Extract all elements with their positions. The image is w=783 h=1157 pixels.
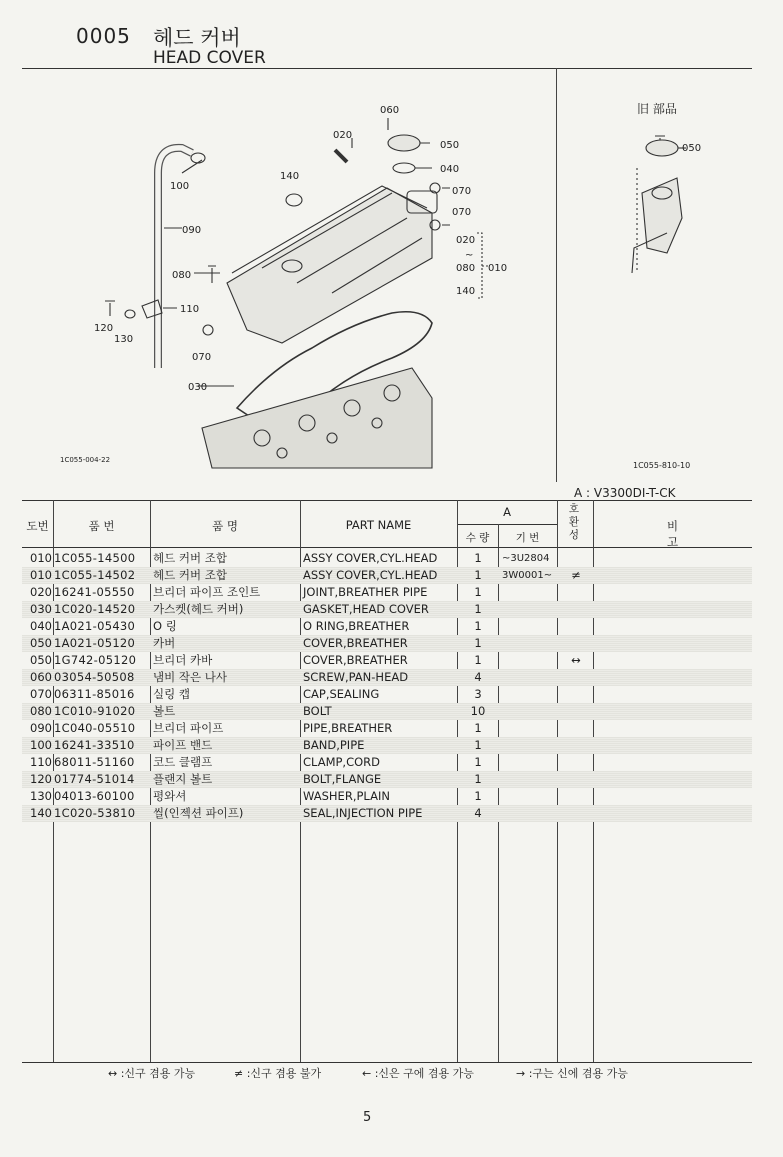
table-row: 130 04013-60100 평와셔 WASHER,PLAIN 1: [30, 789, 482, 803]
header-code: 0005: [76, 24, 131, 48]
legend-incompatible: ≠ :신구 겸용 불가: [234, 1067, 322, 1080]
th-base: 기 번: [515, 532, 540, 544]
th-name-kr: 품 명: [212, 519, 238, 533]
legend-old-to-new: → :구는 신에 겸용 가능: [516, 1067, 628, 1080]
table-row: 090 1C040-05510 브리더 파이프 PIPE,BREATHER 1: [30, 721, 482, 735]
callout-010: 010: [488, 263, 508, 274]
diagram-caption-left: 1C055-004-22: [60, 456, 111, 464]
th-group: A: [503, 505, 511, 519]
exploded-diagram: [22, 68, 752, 482]
table-row: 070 06311-85016 실링 캡 CAP,SEALING 3: [30, 687, 482, 701]
callout-080-range: 080: [456, 263, 476, 274]
table-top-rule: [22, 500, 752, 501]
header-title-kr: 헤드 커버: [153, 26, 241, 50]
th-part-no: 품 번: [88, 519, 115, 533]
callout-130: 130: [114, 334, 134, 345]
callout-030: 030: [188, 382, 208, 393]
old-parts-title: 旧 部品: [637, 102, 677, 116]
th-qty: 수 량: [465, 532, 490, 544]
callout-090: 090: [182, 225, 202, 236]
callout-080: 080: [172, 270, 192, 281]
legend-new-to-old: ← :신은 구에 겸용 가능: [362, 1067, 474, 1080]
table-row: 010 1C055-14502 헤드 커버 조합 ASSY COVER,CYL.HEAD 1 3W0001~ ≠: [22, 567, 752, 584]
table-row: 050 1A021-05120 카버 COVER,BREATHER 1: [22, 635, 752, 652]
table-row: 080 1C010-91020 볼트 BOLT 10: [22, 703, 752, 720]
table-row: 050 1G742-05120 브리더 카바 COVER,BREATHER 1 ↔: [30, 653, 581, 667]
callout-100: 100: [170, 181, 190, 192]
header-title-en: HEAD COVER: [153, 48, 266, 68]
callout-020: 020: [333, 130, 353, 141]
callout-070-a: 070: [452, 186, 472, 197]
diagram-caption-right: 1C055-810-10: [633, 461, 691, 470]
callout-110: 110: [180, 304, 200, 315]
model-label: A : V3300DI-T-CK: [574, 486, 676, 500]
callout-040: 040: [440, 164, 460, 175]
table-row: 020 16241-05550 브리더 파이프 조인트 JOINT,BREATHER PIPE 1: [30, 585, 482, 599]
callout-070-b: 070: [452, 207, 472, 218]
callout-140: 140: [280, 171, 300, 182]
callout-050: 050: [440, 140, 460, 151]
callout-140-range: 140: [456, 286, 476, 297]
table-bottom-rule: [22, 1062, 752, 1063]
table-row: 110 68011-51160 코드 클램프 CLAMP,CORD 1: [30, 755, 482, 769]
table-row: 010 1C055-14500 헤드 커버 조합 ASSY COVER,CYL.HEAD 1 ~3U2804: [30, 551, 550, 565]
th-compat: 호환성: [568, 503, 580, 541]
callout-020-range: 020: [456, 235, 476, 246]
callout-120: 120: [94, 323, 114, 334]
legend-compatible: ↔ :신구 겸용 가능: [108, 1067, 196, 1080]
header-sub-rule: [457, 524, 557, 525]
table-row: 040 1A021-05430 O 링 O RING,BREATHER 1: [30, 619, 482, 633]
table-row: 140 1C020-53810 씰(인젝션 파이프) SEAL,INJECTION PIPE 4: [22, 805, 752, 822]
th-no: 도번: [26, 519, 49, 533]
table-row: 060 03054-50508 냄비 작은 나사 SCREW,PAN-HEAD 4: [22, 669, 752, 686]
callout-070-c: 070: [192, 352, 212, 363]
parts-table-body: [22, 550, 752, 822]
callout-old-050: 050: [682, 143, 702, 154]
th-part-name: PART NAME: [345, 518, 412, 532]
table-row: 100 16241-33510 파이프 밴드 BAND,PIPE 1: [22, 737, 752, 754]
callout-tilde: ~: [465, 250, 474, 261]
callout-060: 060: [380, 105, 400, 116]
table-row: 120 01774-51014 플랜지 볼트 BOLT,FLANGE 1: [22, 771, 752, 788]
table-row: 030 1C020-14520 가스켓(헤드 커버) GASKET,HEAD COVER 1: [22, 601, 752, 618]
th-remarks: 비 고: [666, 519, 719, 549]
page-number: 5: [363, 1110, 372, 1125]
